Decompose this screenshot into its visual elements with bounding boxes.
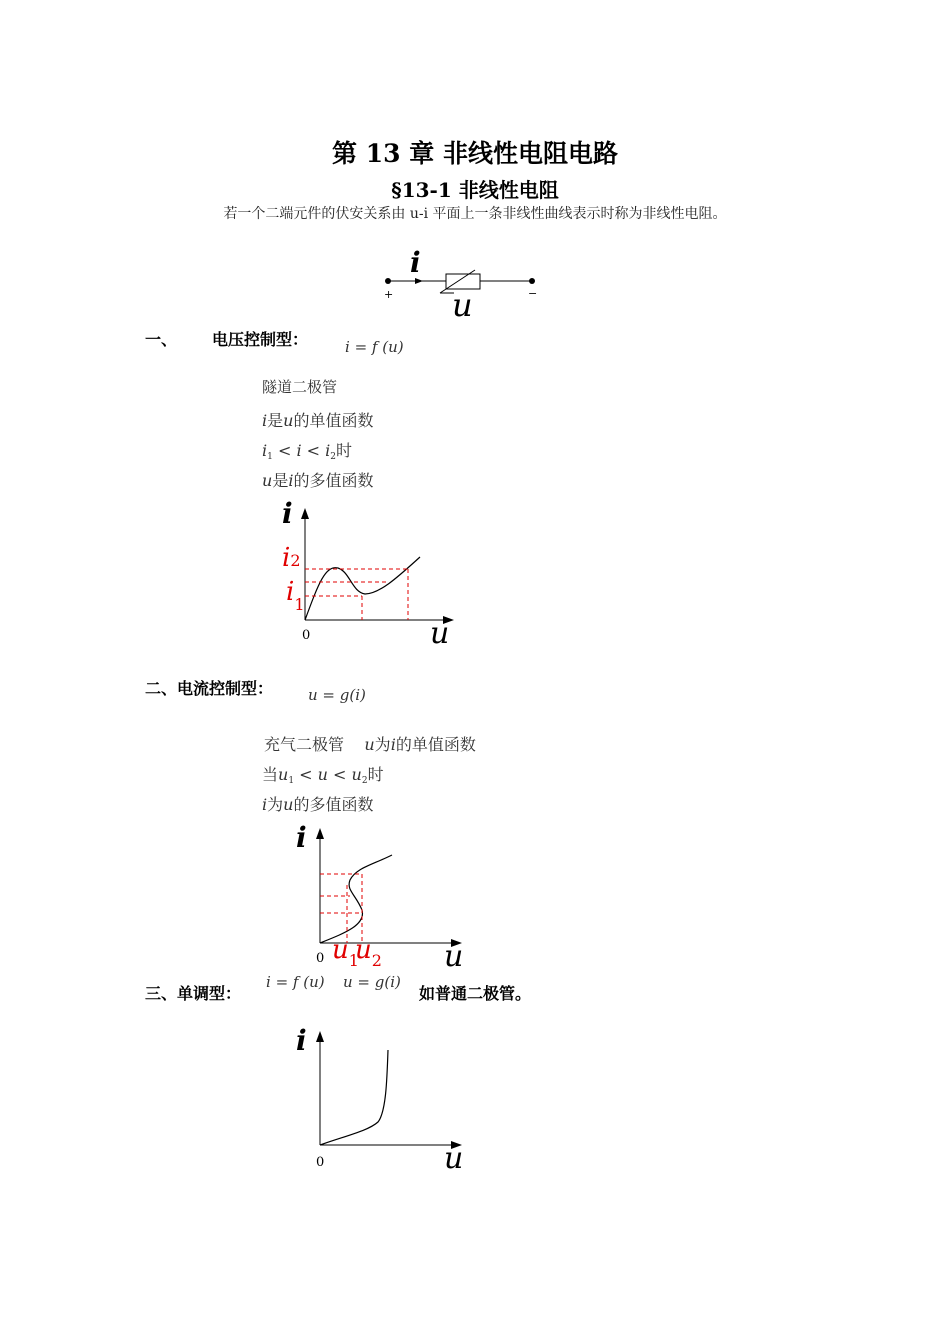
part3-formula-2: u = g(i) <box>343 973 401 991</box>
section-title: §13-1 非线性电阻 <box>391 178 559 202</box>
part2-note1: 充气二极管 u为i的单值函数 <box>264 735 476 754</box>
graph2-x-label: u <box>444 939 464 974</box>
graph2-u1-label: $u_1$ <box>332 935 359 970</box>
graph3-origin: 0 <box>316 1155 325 1170</box>
part1-note2: $i_1 < i < i_2$时 <box>262 441 353 462</box>
part3-tail: 如普通二极管。 <box>419 984 532 1003</box>
graph2-origin: 0 <box>316 951 325 966</box>
graph1-y-label: i <box>282 497 293 530</box>
part1-device: 隧道二极管 <box>262 378 338 396</box>
part3-heading: 三、单调型： <box>145 984 242 1003</box>
graph1-i1-label: $i_1$ <box>286 577 305 614</box>
part2-note3: i为u的多值函数 <box>262 795 374 814</box>
intro-text: 若一个二端元件的伏安关系由 u-i 平面上一条非线性曲线表示时称为非线性电阻。 <box>223 206 727 222</box>
part3-formula-1: i = f (u) <box>266 973 325 991</box>
graph1-origin: 0 <box>302 628 311 643</box>
part2-heading: 二、电流控制型： <box>145 679 274 698</box>
page-title: 第 13 章 非线性电阻电路 <box>332 139 618 168</box>
part2-formula: u = g(i) <box>308 686 366 704</box>
graph1-i2-label: i2 <box>282 543 301 573</box>
part1-number: 一、 <box>145 330 178 349</box>
symbol-minus: − <box>528 287 538 300</box>
graph2-y-label: i <box>296 821 307 854</box>
graph3-x-label: u <box>444 1141 464 1176</box>
part1-formula: i = f (u) <box>345 338 404 356</box>
part1-note1: i是u的单值函数 <box>262 411 374 430</box>
graph2-u2-label: $u_2$ <box>355 935 382 970</box>
symbol-current-label: i <box>410 246 421 279</box>
graph1-x-label: u <box>430 616 450 651</box>
part1-heading: 电压控制型： <box>212 330 309 349</box>
part2-note2: 当$u_1 < u < u_2$时 <box>262 765 384 786</box>
symbol-plus: + <box>384 288 394 301</box>
part1-note3: u是i的多值函数 <box>262 471 374 490</box>
symbol-voltage-label: u <box>452 286 473 324</box>
graph3-y-label: i <box>296 1024 307 1057</box>
